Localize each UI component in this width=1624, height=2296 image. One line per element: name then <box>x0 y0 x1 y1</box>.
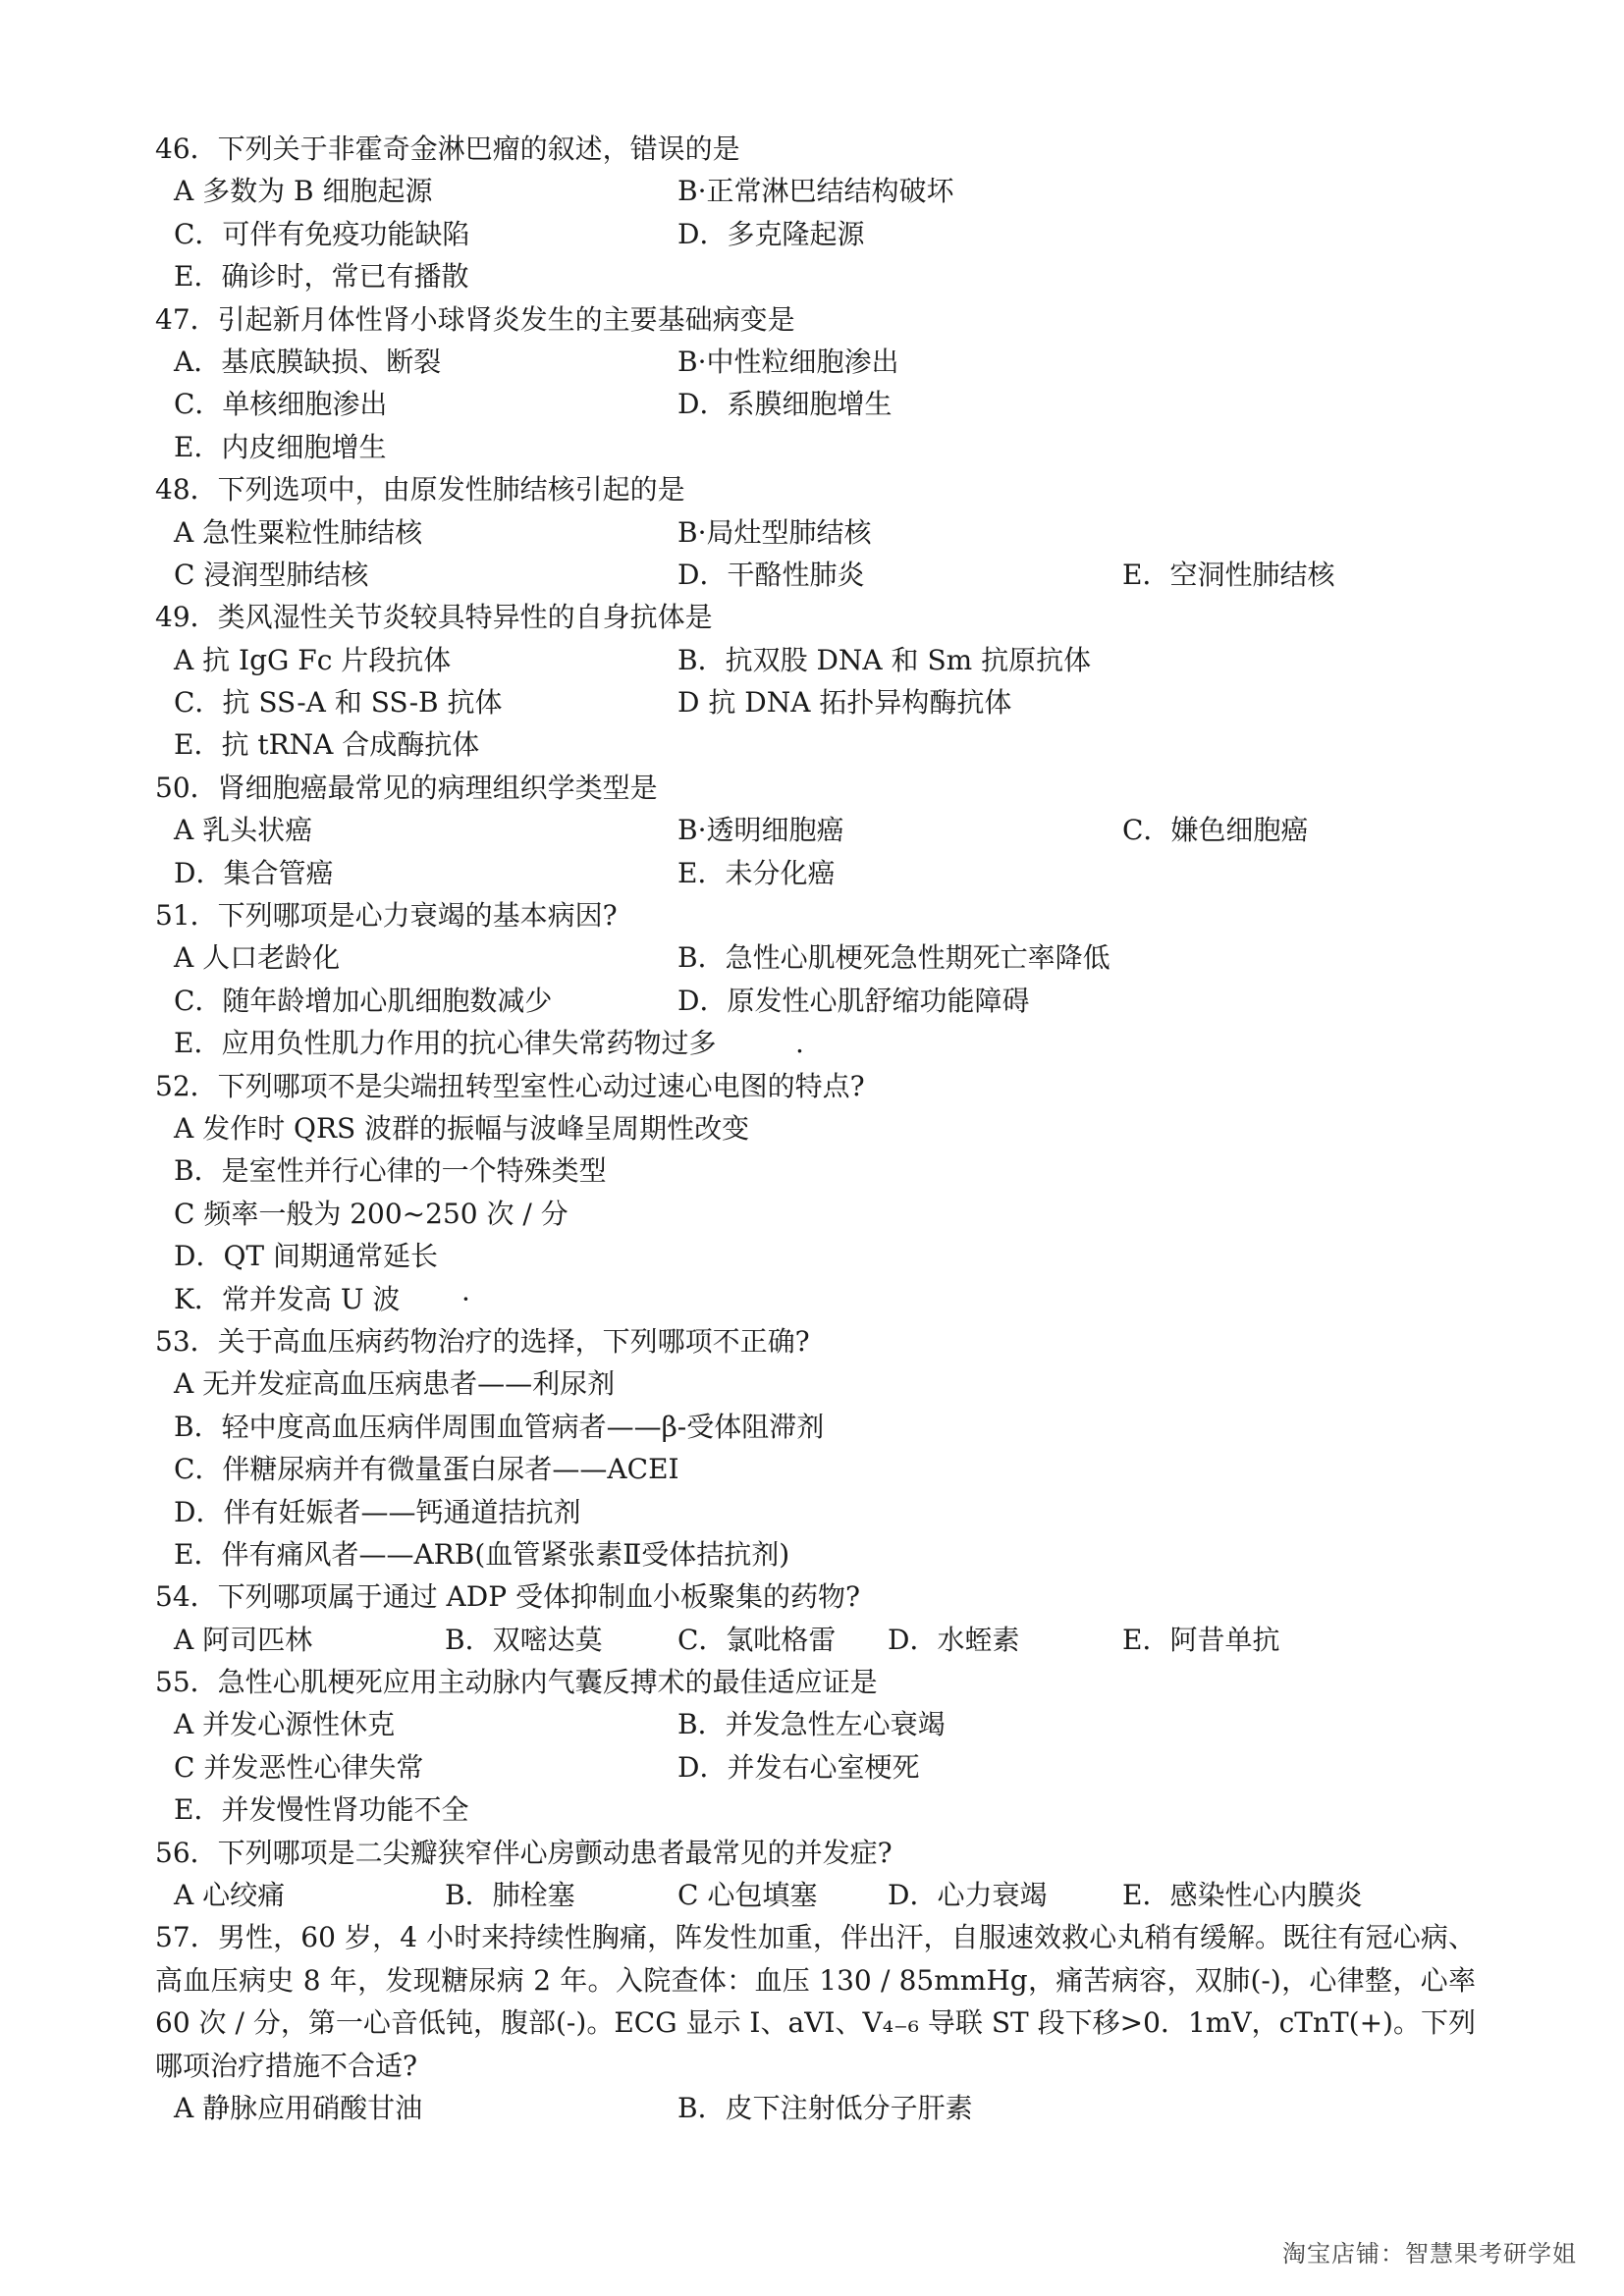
option-row <box>155 809 1490 851</box>
option: D．系膜细胞增生 <box>677 388 893 421</box>
question-stem: 51．下列哪项是心力衰竭的基本病因? <box>155 899 618 933</box>
option-row <box>155 2087 1490 2129</box>
option: A 阿司匹林 <box>174 1623 313 1656</box>
option: D．多克隆起源 <box>677 217 865 250</box>
stray-mark: . <box>795 1027 804 1060</box>
option: B．抗双股 DNA 和 Sm 抗原抗体 <box>677 643 1092 676</box>
option: D．集合管癌 <box>174 856 334 889</box>
option: D．并发右心室梗死 <box>677 1750 920 1784</box>
option: D．QT 间期通常延长 <box>174 1240 438 1273</box>
option-row <box>155 213 1490 255</box>
option-row <box>155 383 1490 425</box>
option: B．急性心肌梗死急性期死亡率降低 <box>677 941 1110 975</box>
question-stem: 53．关于高血压病药物治疗的选择，下列哪项不正确? <box>155 1324 810 1358</box>
option: E．应用负性肌力作用的抗心律失常药物过多 <box>174 1027 717 1060</box>
option: D．原发性心肌舒缩功能障碍 <box>677 984 1030 1017</box>
question-stem: 57．男性，60 岁，4 小时来持续性胸痛，阵发性加重，伴出汗，自服速效救心丸稍有缓解。既往有冠心病、高血压病史 8 年，发现糖尿病 2 年。入院查体：血压 130 / 85mmHg，痛苦病容，双肺(-)，心律整，心率 60 次 / 分，第一心音低钝，腹部(-)。ECG 显示 I、aVI、V₄₋₆ 导联 ST 段下移>0．1mV，cTnT(+)。下列哪项治疗措施不合适? <box>155 1921 1476 2082</box>
option: C．氯吡格雷 <box>677 1623 837 1656</box>
option-row <box>155 1703 1490 1745</box>
option: A 抗 IgG Fc 片段抗体 <box>174 643 452 676</box>
question-stem: 48．下列选项中，由原发性肺结核引起的是 <box>155 473 685 507</box>
option: B．肺栓塞 <box>445 1879 575 1912</box>
option: D 抗 DNA 拓扑异构酶抗体 <box>677 686 1012 720</box>
stray-mark: · <box>461 1282 470 1315</box>
option: C 并发恶性心律失常 <box>174 1750 424 1784</box>
shop-watermark: 淘宝店铺：智慧果考研学姐 <box>1282 2240 1577 2268</box>
question-stem: 47．引起新月体性肾小球肾炎发生的主要基础病变是 <box>155 302 795 336</box>
option: C．伴糖尿病并有微量蛋白尿者——ACEI <box>174 1453 679 1486</box>
option-row <box>155 639 1490 681</box>
option: C．嫌色细胞癌 <box>1122 814 1309 847</box>
option-row <box>155 980 1490 1022</box>
question-stem: 49．类风湿性关节炎较具特异性的自身抗体是 <box>155 601 713 634</box>
option: C．抗 SS-A 和 SS-B 抗体 <box>174 686 503 720</box>
option: A 乳头状癌 <box>174 814 313 847</box>
option: B．双嘧达莫 <box>445 1623 603 1656</box>
option: B．并发急性左心衰竭 <box>677 1708 946 1741</box>
option: C 心包填塞 <box>677 1879 818 1912</box>
option: D．水蛭素 <box>888 1623 1020 1656</box>
option: E．阿昔单抗 <box>1122 1623 1280 1656</box>
option: B·中性粒细胞渗出 <box>677 345 899 378</box>
option-row <box>155 1278 1490 1320</box>
option: A 静脉应用硝酸甘油 <box>174 2092 423 2125</box>
option: C．可伴有免疫功能缺陷 <box>174 217 470 250</box>
option: E．内皮细胞增生 <box>174 430 387 463</box>
option-row <box>155 554 1490 596</box>
option-row <box>155 1874 1490 1916</box>
option-row <box>155 1746 1490 1789</box>
option-row <box>155 170 1490 212</box>
option: A 心绞痛 <box>174 1879 286 1912</box>
option: A 并发心源性休克 <box>174 1708 396 1741</box>
option: B．皮下注射低分子肝素 <box>677 2092 973 2125</box>
option-row <box>155 681 1490 723</box>
option: B．轻中度高血压病伴周围血管病者——β-受体阻滞剂 <box>174 1410 825 1443</box>
option-row <box>155 852 1490 894</box>
option: E．抗 tRNA 合成酶抗体 <box>174 728 480 762</box>
question-stem: 50．肾细胞癌最常见的病理组织学类型是 <box>155 771 658 804</box>
question-stem: 55．急性心肌梗死应用主动脉内气囊反搏术的最佳适应证是 <box>155 1666 878 1699</box>
option-row <box>155 936 1490 979</box>
option: D．伴有妊娠者——钙通道拮抗剂 <box>174 1495 581 1528</box>
option: E．确诊时，常已有播散 <box>174 260 469 294</box>
question-list <box>155 128 1490 2129</box>
option-row <box>155 341 1490 383</box>
question-stem: 46．下列关于非霍奇金淋巴瘤的叙述，错误的是 <box>155 133 740 165</box>
option: D．心力衰竭 <box>888 1879 1048 1912</box>
option-row <box>155 511 1490 554</box>
option: D．干酪性肺炎 <box>677 558 865 591</box>
option: C 频率一般为 200~250 次 / 分 <box>174 1197 568 1230</box>
option: B·透明细胞癌 <box>677 814 844 847</box>
option: E．未分化癌 <box>677 856 836 889</box>
option: A 急性粟粒性肺结核 <box>174 515 423 549</box>
option: E．感染性心内膜炎 <box>1122 1879 1363 1912</box>
question-stem: 56．下列哪项是二尖瓣狭窄伴心房颤动患者最常见的并发症? <box>155 1836 893 1869</box>
option: A 无并发症高血压病患者——利尿剂 <box>174 1367 616 1401</box>
question-stem: 52．下列哪项不是尖端扭转型室性心动过速心电图的特点? <box>155 1069 865 1102</box>
option: K．常并发高 U 波 <box>174 1282 401 1315</box>
option: B·局灶型肺结核 <box>677 515 872 549</box>
option: E．并发慢性肾功能不全 <box>174 1793 469 1827</box>
option: C 浸润型肺结核 <box>174 558 369 591</box>
option-row <box>155 1619 1490 1661</box>
option: A 人口老龄化 <box>174 941 341 975</box>
option: E．空洞性肺结核 <box>1122 558 1335 591</box>
option-row <box>155 1022 1490 1064</box>
option: A 发作时 QRS 波群的振幅与波峰呈周期性改变 <box>174 1111 750 1145</box>
option: A．基底膜缺损、断裂 <box>174 345 442 378</box>
option: C．单核细胞渗出 <box>174 388 388 421</box>
option: B·正常淋巴结结构破坏 <box>677 175 954 208</box>
option: E．伴有痛风者——ARB(血管紧张素Ⅱ受体拮抗剂) <box>174 1537 790 1571</box>
option: A 多数为 B 细胞起源 <box>174 175 433 208</box>
option: C．随年龄增加心肌细胞数减少 <box>174 984 553 1017</box>
option: B．是室性并行心律的一个特殊类型 <box>174 1154 607 1188</box>
question-stem: 54．下列哪项属于通过 ADP 受体抑制血小板聚集的药物? <box>155 1580 860 1614</box>
